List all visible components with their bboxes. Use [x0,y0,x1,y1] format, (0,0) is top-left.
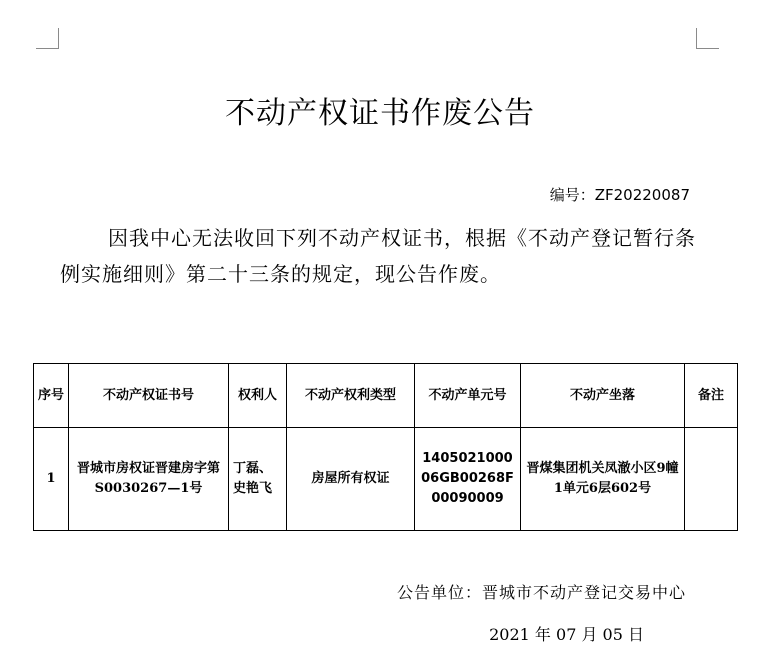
table-row [34,428,738,531]
crop-mark-top-right [696,28,719,49]
crop-mark-top-left [36,28,59,49]
cell-unit-number: 140502100006GB00268F00090009 [415,428,521,531]
header-unit-number: 不动产单元号 [415,364,521,428]
issue-date: 2021 年 07 月 05 日 [489,625,644,644]
cell-remark [685,428,738,531]
cell-cert-number: 晋城市房权证晋建房字第S0030267—1号 [69,428,229,531]
header-location: 不动产坐落 [521,364,685,428]
header-holder: 权利人 [229,364,287,428]
header-remark: 备注 [685,364,738,428]
header-index: 序号 [34,364,69,428]
cell-right-type: 房屋所有权证 [287,428,415,531]
certificate-table [33,363,738,531]
cell-location: 晋煤集团机关凤澈小区9幢1单元6层602号 [521,428,685,531]
page-title: 不动产权证书作废公告 [225,96,535,131]
issuer: 公告单位：晋城市不动产登记交易中心 [396,583,686,602]
notice-body: 因我中心无法收回下列不动产权证书，根据《不动产登记暂行条例实施细则》第二十三条的规定，现公告作废。 [60,226,696,286]
header-right-type: 不动产权利类型 [287,364,415,428]
table-header-row [34,364,738,428]
header-cert-number: 不动产权证书号 [69,364,229,428]
cell-index: 1 [34,428,69,531]
document-number: 编号：ZF20220087 [549,186,690,204]
cell-holders: 丁磊、史艳飞 [229,428,287,531]
